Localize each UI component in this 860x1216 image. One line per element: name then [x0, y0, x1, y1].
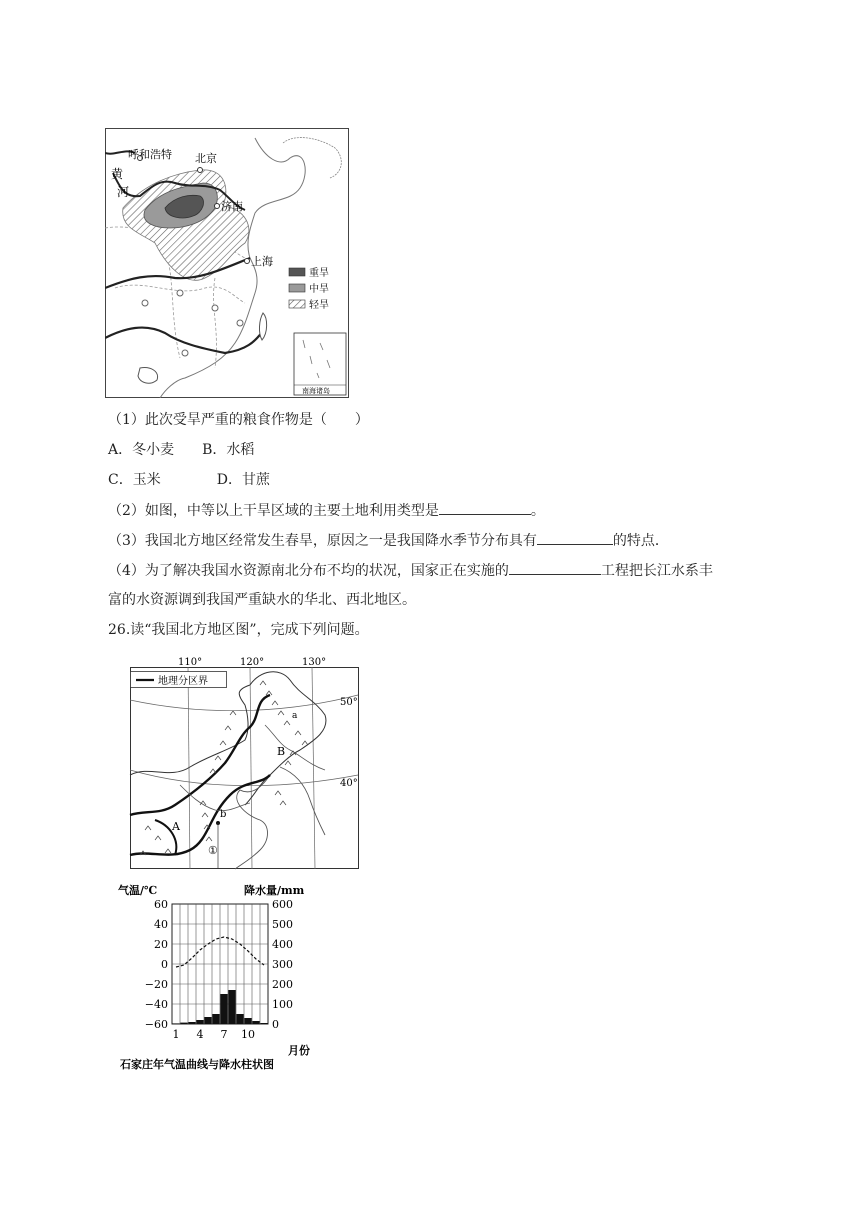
- answer-blank-4[interactable]: [509, 560, 601, 575]
- x-tick: 4: [196, 1028, 204, 1041]
- y-tick-left: 40: [154, 918, 168, 931]
- label-a: a: [292, 711, 298, 721]
- x-axis-unit: 月份: [288, 1044, 310, 1057]
- climate-chart: [118, 880, 338, 1070]
- precip-bar: [188, 1022, 195, 1024]
- answer-blank-3[interactable]: [537, 530, 613, 545]
- lon-label-120: 120°: [240, 657, 265, 668]
- inset-label: 南海诸岛: [302, 387, 330, 395]
- question-1: （1）此次受旱严重的粮食作物是（ ）: [108, 412, 369, 428]
- option-b: B．水稻: [202, 442, 255, 458]
- precip-bar: [228, 990, 235, 1024]
- y-tick-left: 20: [154, 938, 168, 951]
- question-26: 26.读“我国北方地区图”，完成下列问题。: [108, 622, 369, 638]
- precip-bar: [260, 1023, 267, 1024]
- y-tick-right: 600: [272, 898, 293, 911]
- label-hohhot: 呼和浩特: [128, 148, 172, 161]
- legend-moderate-label: 中旱: [309, 284, 329, 295]
- precip-bar: [252, 1021, 259, 1024]
- label-yellow-river-1: 黄: [111, 167, 124, 181]
- question-2: （2）如图，中等以上干旱区域的主要土地利用类型是 。: [108, 500, 545, 521]
- legend-severe-swatch: [289, 268, 305, 276]
- precip-bar: [244, 1018, 251, 1024]
- option-c: C．玉米: [108, 472, 161, 488]
- map2-legend-label: 地理分区界: [158, 676, 208, 687]
- label-yellow-river-2: 河: [117, 185, 130, 199]
- precip-bar: [204, 1017, 211, 1024]
- precip-bar: [196, 1020, 203, 1024]
- y-tick-right: 0: [272, 1018, 279, 1031]
- drought-map: [105, 128, 349, 398]
- lat-label-40: 40°: [340, 778, 358, 789]
- legend-severe-label: 重旱: [309, 268, 329, 279]
- legend-moderate-swatch: [289, 284, 305, 292]
- y-tick-left: −60: [144, 1018, 168, 1031]
- y-tick-right: 500: [272, 918, 293, 931]
- label-jinan: 济南: [221, 200, 243, 213]
- y-axis-left-title: 气温/℃: [118, 884, 158, 897]
- label-shanghai: 上海: [251, 255, 273, 268]
- answer-blank-2[interactable]: [439, 500, 531, 515]
- question-1-options-row-2: [108, 470, 270, 490]
- legend-light-swatch: [289, 300, 305, 308]
- y-tick-left: 0: [161, 958, 168, 971]
- northern-region-map: [120, 655, 370, 870]
- question-4-line-2: 富的水资源调到我国严重缺水的华北、西北地区。: [108, 592, 416, 608]
- lon-label-110: 110°: [178, 657, 203, 668]
- south-china-sea-inset: [294, 333, 346, 395]
- x-tick: 7: [220, 1028, 228, 1041]
- precip-bar: [172, 1023, 179, 1024]
- y-tick-right: 100: [272, 998, 293, 1011]
- label-b: b: [220, 809, 227, 820]
- y-tick-left: −20: [144, 978, 168, 991]
- precip-bar: [212, 1014, 219, 1024]
- y-tick-right: 300: [272, 958, 293, 971]
- x-tick: 10: [241, 1028, 255, 1041]
- option-d: D．甘蔗: [216, 472, 270, 488]
- y-axis-right-title: 降水量/mm: [244, 884, 305, 897]
- y-tick-right: 400: [272, 938, 293, 951]
- x-tick: 1: [172, 1028, 180, 1041]
- option-a: A．冬小麦: [108, 442, 175, 458]
- question-3: （3）我国北方地区经常发生春旱，原因之一是我国降水季节分布具有 的特点．: [108, 530, 669, 551]
- precip-bar: [220, 994, 227, 1024]
- y-tick-left: 60: [154, 898, 168, 911]
- y-tick-left: −40: [144, 998, 168, 1011]
- label-beijing: 北京: [195, 152, 217, 165]
- question-1-options-row-1: [108, 440, 254, 460]
- lon-label-130: 130°: [302, 657, 327, 668]
- label-A: A: [172, 820, 180, 833]
- lat-label-50: 50°: [340, 697, 358, 708]
- question-4: （4）为了解决我国水资源南北分布不均的状况，国家正在实施的 工程把长江水系丰: [108, 560, 713, 581]
- precip-bar: [236, 1014, 243, 1024]
- legend-light-label: 轻旱: [309, 300, 329, 311]
- label-circle-1: ①: [208, 844, 218, 857]
- chart-title: 石家庄年气温曲线与降水柱状图: [120, 1058, 274, 1070]
- label-A-region-B: B: [277, 745, 286, 758]
- y-tick-right: 200: [272, 978, 293, 991]
- precip-bar: [180, 1023, 187, 1024]
